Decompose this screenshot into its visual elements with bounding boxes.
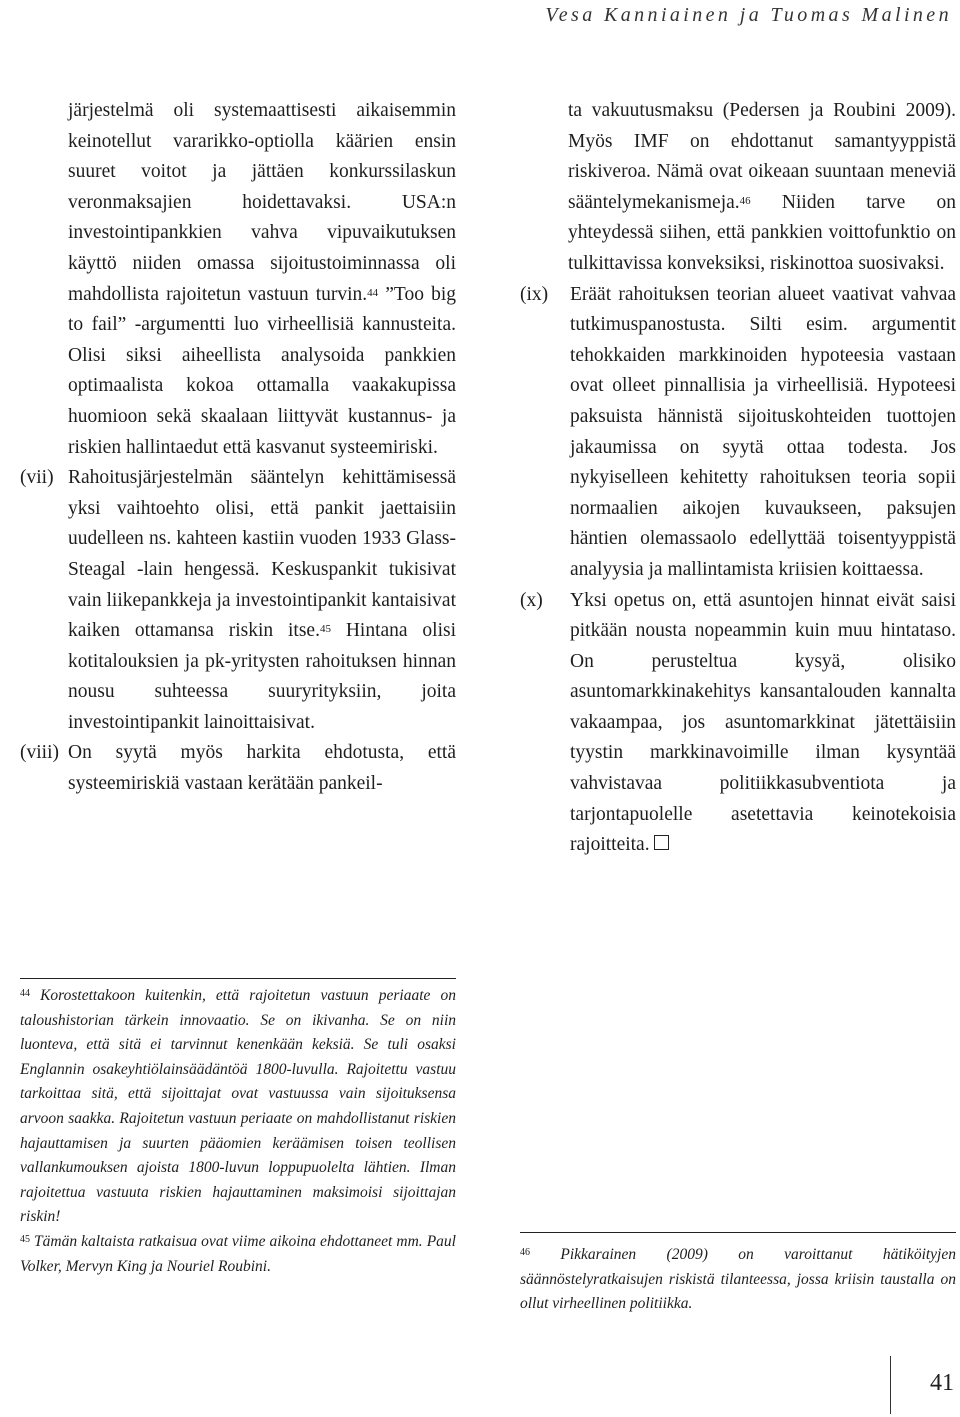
item-text xyxy=(68,463,456,738)
footnote-45 xyxy=(20,1230,456,1279)
footnote-44 xyxy=(20,984,456,1230)
text: järjestelmä oli systemaattisesti aikaisemmin keinotellut vararikko-optiolla käärien ensin suuret voitot ja jättäen konkurssilaskun veronmaksajien hoidettavaksi. USA:n investointipankkien vahva vipuvaikutuksen käyttö niiden omassa sijoitustoiminnassa oli mahdollista rajoitetun vastuun turvin. xyxy=(68,100,456,305)
text: ”Too big to fail” -argumentti luo virheellisiä kannusteita. Olisi siksi aiheellista analysoida pankkien optimaalista kokoa ottamalla vaakakupissa huomioon sekä skaalaan liittyvät kustannus- ja riskien hallintaedut että kasvanut systeemiriski. xyxy=(68,283,456,458)
page-number-divider xyxy=(890,1356,891,1414)
text: Hintana olisi kotitalouksien ja pk-yritysten rahoituksen hinnan nousu suhteessa suuryrityksiin, joita investointipankit lainoittaisivat. xyxy=(68,620,456,733)
running-header: Vesa Kanniainen ja Tuomas Malinen xyxy=(545,4,952,26)
footnote-divider xyxy=(520,1232,956,1233)
footnote-ref-44[interactable]: 44 xyxy=(367,286,379,299)
footnote-number: 44 xyxy=(20,988,30,999)
footnote-text: Tämän kaltaista ratkaisua ovat viime aikoina ehdottaneet mm. Paul Volker, Mervyn King ja Nouriel Roubini. xyxy=(20,1232,456,1275)
footnotes-left xyxy=(20,984,456,1279)
footnotes-right xyxy=(520,1243,956,1317)
footnote-number: 45 xyxy=(20,1233,30,1245)
footnote-ref-46[interactable]: 46 xyxy=(739,194,751,207)
footnote-divider xyxy=(20,978,456,979)
right-column xyxy=(520,96,956,861)
item-label: (x) xyxy=(520,589,543,611)
footnote-number: 46 xyxy=(520,1247,530,1258)
list-item-viii xyxy=(20,738,456,799)
item-text: On syytä myös harkita ehdotusta, että systeemiriskiä vastaan kerätään pankeil- xyxy=(68,742,456,795)
item-text: Eräät rahoituksen teorian alueet vaativat vahvaa tutkimuspanostusta. Silti esim. argumentit tehokkaiden markkinoiden hypoteesia vastaan ovat olleet pinnallisia ja virheellisiä. Hypoteesi paksuista hännistä sijoituskohteiden tuottojen jakaumissa on syytä ottaa todesta. Jos nykyiselleen kehitetty rahoituksen teoria sopii normaalien aikojen kuvaukseen, paksujen häntien olemassaolo edellyttää toisentyyppistä analyysia ja mallintamista kriisien koittaessa. xyxy=(570,283,956,580)
item-label: (viii) xyxy=(20,742,59,764)
paragraph-viii-continuation xyxy=(520,96,956,280)
list-item-x xyxy=(520,586,956,861)
text: ta vakuutusmaksu (Pedersen ja Roubini 2009). Myös IMF on ehdottanut samantyyppistä riskiveroa. Nämä ovat oikeaan suuntaan meneviä sääntelymekanismeja. xyxy=(568,100,956,213)
footnote-text: Korostettakoon kuitenkin, että rajoitetun vastuun periaate on taloushistorian tärkein innovaatio. Se on ikivanha. Se on niin luonteva, että sitä ei tarvinnut kenenkään keksiä. Se tuli osaksi Englannin osakeyhtiölainsäädäntöä 1800-luvulla. Rajoitettu vastuu tarkoittaa sitä, että sijoittajat ovat vastuussa vain sijoituksensa arvoon saakka. Rajoitetun vastuun periaate on mahdollistanut riskien hajauttamisen ja suurten pääomien keräämisen toisen teollisen vallankumouksen ajoista 1800-luvun loppupuolelta lähtien. Ilman rajoitettua vastuuta riskien hajauttaminen maksimoisi sijoittajan riskin! xyxy=(20,987,456,1226)
item-text xyxy=(570,586,956,861)
list-item-ix xyxy=(520,280,956,586)
footnote-ref-45[interactable]: 45 xyxy=(319,623,331,636)
text: Rahoitusjärjestelmän sääntelyn kehittämisessä yksi vaihtoehto olisi, että pankit jaettaisiin uudelleen ns. kahteen kastiin vuoden 1933 Glass-Steagal -lain hengessä. Keskuspankit tukisivat vain liikepankkeja ja investointipankit kantaisivat kaiken ottamansa riskin itse. xyxy=(68,467,456,642)
footnote-text: Pikkarainen (2009) on varoittanut hätiköityjen säännöstelyratkaisujen riskistä tilanteessa, jossa kriisin taustalla on ollut virheellinen politiikka. xyxy=(520,1246,956,1313)
page-number: 41 xyxy=(930,1370,954,1396)
item-label: (ix) xyxy=(520,283,549,305)
footnote-46 xyxy=(520,1243,956,1317)
paragraph-vi-continuation xyxy=(20,96,456,463)
text: Yksi opetus on, että asuntojen hinnat eivät saisi pitkään nousta nopeammin kuin muu hintataso. On perusteltua kysyä, olisiko asuntomarkkinakehitys kansantalouden kannalta vakaampaa, jos asuntomarkkinat jätettäisiin tyystin markkinavoimille ilman kysyntää vahvistavaa politiikkasubventiota ja tarjontapuolelle asetettavia keinotekoisia rajoitteita. xyxy=(570,589,956,856)
list-item-vii xyxy=(20,463,456,738)
left-column xyxy=(20,96,456,800)
item-label: (vii) xyxy=(20,467,54,489)
end-of-article-icon xyxy=(654,835,669,850)
text: Niiden tarve on yhteydessä siihen, että pankkien voittofunktio on tulkittavissa konveksiksi, riskinottoa suosivaksi. xyxy=(568,191,956,274)
